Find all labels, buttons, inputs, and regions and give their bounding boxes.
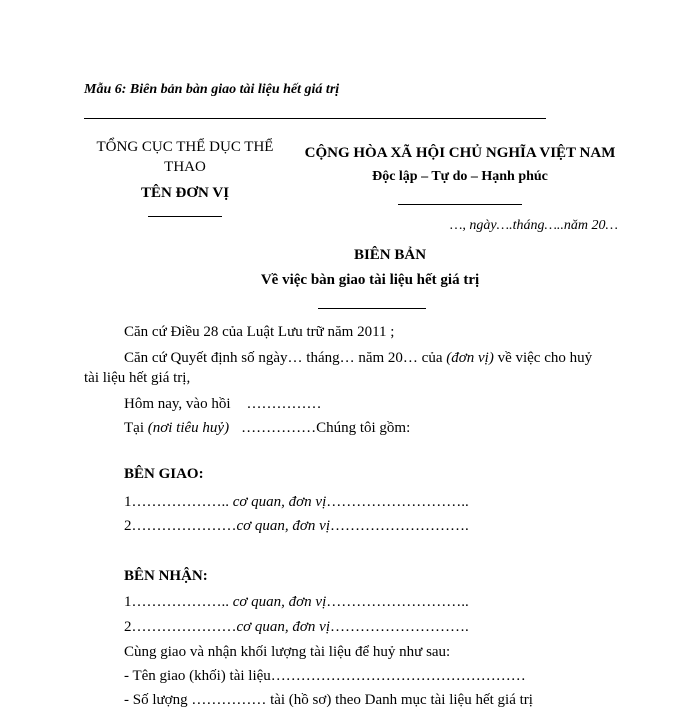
basis-decision — [124, 350, 592, 367]
organization-name: TỔNG CỤC THỂ DỤC THỂ THAO — [96, 139, 274, 175]
header-divider — [84, 118, 546, 119]
today-label: Hôm nay, vào hồi — [124, 396, 231, 412]
receiver-row-1-label: cơ quan, đơn vị — [232, 594, 327, 610]
form-title: Mẫu 6: Biên bản bàn giao tài liệu hết giá trị — [84, 82, 340, 97]
receiver-row-2 — [124, 619, 469, 636]
handover-item-1 — [124, 668, 526, 685]
receiver-row-2-label: cơ quan, đơn vị — [236, 619, 330, 635]
sender-row-1-prefix: 1……………….. — [124, 494, 233, 510]
receiver-row-1 — [124, 594, 469, 611]
sender-row-1 — [124, 494, 469, 511]
sender-row-1-suffix: ……………………….. — [326, 494, 469, 510]
document-subtitle: Về việc bàn giao tài liệu hết giá trị — [260, 272, 480, 288]
receiver-row-1-suffix: ……………………….. — [326, 594, 469, 610]
sender-row-2-prefix: 2………………… — [124, 518, 237, 534]
receiver-row-2-suffix: ………………………. — [330, 619, 469, 635]
unit-underline — [148, 216, 222, 217]
national-motto: Độc lập – Tự do – Hạnh phúc — [372, 169, 548, 184]
sender-row-2-suffix: ………………………. — [330, 518, 469, 534]
document-title: BIÊN BẢN — [353, 247, 427, 263]
motto-underline — [398, 204, 522, 205]
basis-decision-unit: (đơn vị) — [446, 350, 494, 366]
handover-item-1-label: - Tên giao (khối) tài liệu — [124, 668, 271, 684]
location-line — [124, 420, 410, 437]
handover-intro: Cùng giao và nhận khối lượng tài liệu để huỷ như sau: — [124, 644, 451, 660]
unit-name: TÊN ĐƠN VỊ — [140, 185, 230, 201]
sender-row-2 — [124, 518, 469, 535]
nation-title: CỘNG HÒA XÃ HỘI CHỦ NGHĨA VIỆT NAM — [304, 145, 616, 161]
location-placeholder: (nơi tiêu huỷ) — [147, 420, 230, 436]
receiver-row-2-prefix: 2………………… — [124, 619, 237, 635]
today-dots: …………… — [246, 396, 322, 412]
sender-row-2-label: cơ quan, đơn vị — [236, 518, 330, 534]
sender-row-1-label: cơ quan, đơn vị — [232, 494, 327, 510]
basis-decision-line2: tài liệu hết giá trị, — [84, 370, 191, 386]
title-underline — [318, 308, 426, 309]
basis-law: Căn cứ Điều 28 của Luật Lưu trữ năm 2011 ; — [124, 324, 395, 340]
sender-heading: BÊN GIAO: — [124, 466, 204, 482]
location-label: Tại — [124, 420, 148, 436]
date-line: …, ngày….tháng…..năm 20… — [449, 218, 618, 233]
handover-item-1-dots: …………………………………………… — [270, 668, 526, 684]
basis-decision-text: Căn cứ Quyết định số ngày… tháng… năm 20… của — [124, 350, 447, 366]
receiver-row-1-prefix: 1……………….. — [124, 594, 233, 610]
handover-item-2: - Số lượng …………… tài (hồ sơ) theo Danh mục tài liệu hết giá trị — [124, 692, 533, 708]
basis-decision-tail: về việc cho huỷ — [493, 350, 593, 366]
receiver-heading: BÊN NHẬN: — [124, 568, 208, 584]
location-rest: ……………Chúng tôi gồm: — [241, 420, 411, 436]
today-line — [124, 396, 322, 413]
